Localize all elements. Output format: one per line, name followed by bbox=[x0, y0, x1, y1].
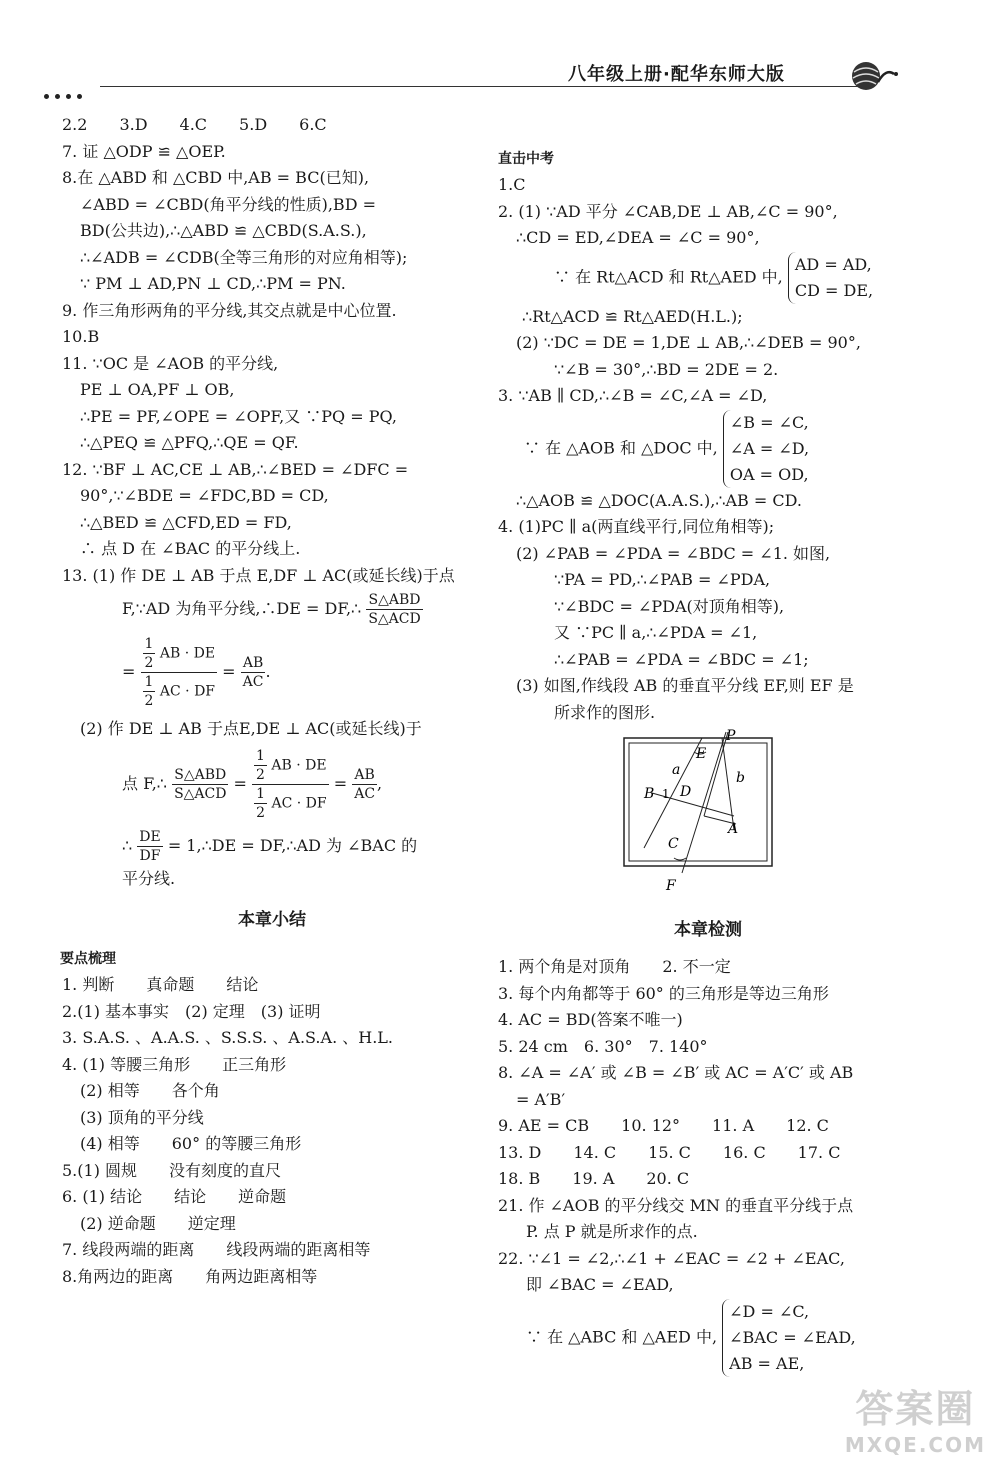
half-fraction bbox=[254, 785, 267, 822]
ratio-fraction bbox=[352, 766, 377, 803]
area-fraction bbox=[366, 591, 422, 628]
condition: ∠D = ∠C, bbox=[729, 1301, 810, 1321]
summary-line: 6. (1) 结论 结论 逆命题 bbox=[62, 1187, 287, 1206]
right-column bbox=[498, 140, 918, 1377]
header-dots bbox=[44, 84, 88, 103]
answer-line: 平分线. bbox=[122, 868, 176, 888]
header-rule bbox=[100, 86, 860, 87]
answer-line: 2. (1) ∵AD 平分 ∠CAB,DE ⊥ AB,∠C = 90°, bbox=[498, 201, 838, 221]
half-fraction bbox=[143, 635, 156, 672]
summary-line: 3. S.A.S. 、A.A.S. 、S.S.S. 、A.S.A. 、H.L. bbox=[62, 1028, 393, 1047]
big-fraction bbox=[252, 747, 329, 822]
answer-line: (2) ∵DC = DE = 1,DE ⊥ AB,∴∠DEB = 90°, bbox=[516, 333, 861, 352]
test-line: 4. AC = BD(答案不唯一) bbox=[498, 1010, 683, 1029]
fraction-denominator bbox=[252, 785, 329, 822]
answer-line: (2) 作 DE ⊥ AB 于点E,DE ⊥ AC(或延长线)于 bbox=[80, 719, 422, 738]
label-b: B bbox=[644, 786, 655, 802]
label-c: C bbox=[668, 836, 679, 852]
condition: ∠BAC = ∠EAD, bbox=[729, 1327, 856, 1347]
product-text: AB · DE bbox=[271, 757, 327, 773]
subsection-title: 要点梳理 bbox=[60, 951, 116, 967]
summary-line: 1. 判断 真命题 结论 bbox=[62, 975, 259, 994]
answer-line: 13. (1) 作 DE ⊥ AB 于点 E,DF ⊥ AC(或延长线)于点 bbox=[62, 565, 455, 585]
answer-text: = 1,∴DE = DF,∴AD 为 ∠BAC 的 bbox=[167, 835, 418, 855]
answer-line: ∴△BED ≌ △CFD,ED = FD, bbox=[80, 512, 292, 532]
answer-line: 3. ∵AB ∥ CD,∴∠B = ∠C,∠A = ∠D, bbox=[498, 386, 768, 405]
watermark-url: MXQE.COM bbox=[844, 1433, 986, 1457]
summary-line: (4) 相等 60° 的等腰三角形 bbox=[80, 1134, 302, 1153]
fraction-denominator: S△ACD bbox=[368, 611, 421, 627]
answer-line: ∴ 点 D 在 ∠BAC 的平分线上. bbox=[80, 539, 301, 558]
test-line bbox=[498, 1299, 918, 1377]
answer-line: ∵∠BDC = ∠PDA(对顶角相等), bbox=[554, 596, 785, 616]
answer-line: 11. ∵OC 是 ∠AOB 的平分线, bbox=[62, 353, 279, 373]
test-line: P. 点 P 就是所求作的点. bbox=[526, 1222, 698, 1241]
fraction-denominator: DF bbox=[139, 847, 161, 864]
left-column bbox=[62, 112, 482, 1290]
test-line: 9. AE = CB 10. 12° 11. A 12. C bbox=[498, 1116, 829, 1135]
geometry-figure bbox=[624, 728, 918, 902]
fraction-denominator: 2 bbox=[144, 655, 154, 671]
area-fraction bbox=[172, 766, 228, 803]
answer-line: PE ⊥ OA,PF ⊥ OB, bbox=[80, 380, 235, 399]
fraction-numerator: 1 bbox=[144, 674, 154, 690]
answer-line: 又 ∵PC ∥ a,∴∠PDA = ∠1, bbox=[554, 623, 758, 642]
label-d: D bbox=[680, 784, 692, 800]
answer-line: ∠ABD = ∠CBD(角平分线的性质),BD = bbox=[80, 194, 377, 214]
fraction-numerator: 1 bbox=[256, 785, 265, 802]
summary-line: (2) 相等 各个角 bbox=[80, 1081, 220, 1100]
ratio-fraction bbox=[241, 654, 266, 691]
fraction-numerator: DE bbox=[139, 828, 161, 845]
summary-line: (2) 逆命题 逆定理 bbox=[80, 1213, 236, 1233]
answer-line: 7. 证 △ODP ≌ △OEP. bbox=[62, 141, 226, 161]
answer-text: ∵ 在 △ABC 和 △AED 中, bbox=[526, 1327, 718, 1346]
summary-line: 5.(1) 圆规 没有刻度的直尺 bbox=[62, 1160, 282, 1180]
answer-line: 10.B bbox=[62, 327, 100, 346]
condition-brace bbox=[788, 252, 873, 304]
answer-text: ∵ 在 Rt△ACD 和 Rt△AED 中, bbox=[554, 267, 783, 286]
test-line: 22. ∵∠1 = ∠2,∴∠1 + ∠EAC = ∠2 + ∠EAC, bbox=[498, 1248, 845, 1268]
half-fraction bbox=[143, 673, 156, 710]
condition-brace bbox=[722, 1299, 856, 1377]
answer-line bbox=[498, 410, 918, 488]
watermark bbox=[845, 1378, 986, 1457]
answer-line: ∴Rt△ACD ≌ Rt△AED(H.L.); bbox=[522, 306, 743, 326]
fraction-numerator: S△ABD bbox=[172, 766, 228, 785]
condition: AB = AE, bbox=[729, 1353, 805, 1373]
label-angle-1: 1 bbox=[662, 787, 670, 801]
label-f: F bbox=[666, 878, 676, 894]
label-e: E bbox=[696, 746, 707, 762]
summary-line: 7. 线段两端的距离 线段两端的距离相等 bbox=[62, 1240, 371, 1259]
answer-line: 90°,∵∠BDE = ∠FDC,BD = CD, bbox=[80, 486, 329, 505]
page-header-title: 八年级上册·配华东师大版 bbox=[568, 64, 785, 85]
fraction-denominator: S△ACD bbox=[174, 785, 227, 802]
answer-text: ∵ 在 △AOB 和 △DOC 中, bbox=[524, 438, 718, 457]
answer-line bbox=[62, 589, 482, 629]
answer-line: ∴PE = PF,∠OPE = ∠OPF,又 ∵PQ = PQ, bbox=[80, 406, 397, 426]
label-p: P bbox=[726, 728, 736, 744]
test-line: 18. B 19. A 20. C bbox=[498, 1169, 690, 1188]
test-line: = A′B′ bbox=[516, 1089, 566, 1109]
product-text: AC · DF bbox=[271, 795, 327, 811]
fraction-denominator: 2 bbox=[256, 804, 265, 821]
fraction-numerator: AB bbox=[352, 766, 377, 785]
answer-line: 所求作的图形. bbox=[554, 702, 656, 722]
half-fraction bbox=[254, 747, 267, 784]
fraction-numerator bbox=[252, 747, 329, 785]
fraction-numerator: 1 bbox=[256, 747, 265, 764]
summary-line: 2.(1) 基本事实 (2) 定理 (3) 证明 bbox=[62, 1001, 321, 1021]
fraction-denominator: 2 bbox=[256, 766, 265, 783]
answer-line: 1.C bbox=[498, 175, 526, 194]
summary-line: (3) 顶角的平分线 bbox=[80, 1107, 204, 1127]
big-fraction bbox=[141, 635, 218, 710]
answer-line: ∵∠B = 30°,∴BD = 2DE = 2. bbox=[554, 359, 779, 379]
test-line: 13. D 14. C 15. C 16. C 17. C bbox=[498, 1142, 841, 1162]
answer-line: ∴CD = ED,∠DEA = ∠C = 90°, bbox=[516, 228, 760, 247]
test-line: 1. 两个角是对顶角 2. 不一定 bbox=[498, 957, 731, 976]
fraction-numerator: S△ABD bbox=[366, 591, 422, 610]
watermark-text: 答案圈 bbox=[855, 1387, 976, 1431]
fraction-numerator bbox=[141, 635, 218, 673]
test-line: 即 ∠BAC = ∠EAD, bbox=[526, 1275, 674, 1294]
formula-row: = $\frac{1}{2}$ AB · DE $\frac{1}{2}$ AC · DF = $\frac{AB}{AC}$ . bbox=[122, 636, 271, 709]
answer-line: ∵ PM ⊥ AD,PN ⊥ CD,∴PM = PN. bbox=[80, 274, 346, 293]
answer-line: ∵PA = PD,∴∠PAB = ∠PDA, bbox=[554, 570, 771, 589]
fraction-denominator bbox=[141, 673, 218, 710]
condition: AD = AD, bbox=[794, 254, 872, 274]
test-line: 21. 作 ∠AOB 的平分线交 MN 的垂直平分线于点 bbox=[498, 1195, 854, 1215]
label-a-line: a bbox=[672, 762, 681, 778]
answer-line: 8.在 △ABD 和 △CBD 中,AB = BC(已知), bbox=[62, 168, 370, 187]
fraction-denominator: 2 bbox=[144, 693, 154, 709]
section-title: 本章检测 bbox=[674, 920, 742, 940]
summary-line: 8.角两边的距离 角两边距离相等 bbox=[62, 1266, 318, 1286]
globe-logo-icon bbox=[848, 60, 900, 96]
section-title: 本章小结 bbox=[238, 910, 306, 930]
answer-line: 2.2 3.D 4.C 5.D 6.C bbox=[62, 115, 327, 134]
answer-line: ∴△PEQ ≌ △PFQ,∴QE = QF. bbox=[80, 433, 299, 452]
condition: ∠A = ∠D, bbox=[729, 438, 810, 458]
answer-line: ∴△AOB ≌ △DOC(A.A.S.),∴AB = CD. bbox=[516, 490, 802, 510]
answer-line: 9. 作三角形两角的平分线,其交点就是中心位置. bbox=[62, 300, 397, 320]
summary-line: 4. (1) 等腰三角形 正三角形 bbox=[62, 1054, 287, 1074]
test-line: 5. 24 cm 6. 30° 7. 140° bbox=[498, 1036, 708, 1056]
condition: CD = DE, bbox=[794, 280, 874, 300]
test-line: 3. 每个内角都等于 60° 的三角形是等边三角形 bbox=[498, 983, 829, 1003]
line-b bbox=[722, 738, 734, 830]
product-text: AC · DF bbox=[159, 683, 216, 700]
de-df-fraction bbox=[137, 828, 162, 865]
answer-line: ∴∠ADB = ∠CDB(全等三角形的对应角相等); bbox=[80, 247, 408, 267]
label-b-line: b bbox=[736, 770, 745, 786]
answer-line: 12. ∵BF ⊥ AC,CE ⊥ AB,∴∠BED = ∠DFC = bbox=[62, 459, 409, 479]
answer-line: (2) ∠PAB = ∠PDA = ∠BDC = ∠1. 如图, bbox=[516, 543, 831, 563]
line-pd bbox=[704, 732, 728, 816]
answer-text: 点 F,∴ bbox=[122, 773, 167, 793]
answer-line bbox=[498, 252, 918, 304]
product-text: AB · DE bbox=[159, 645, 216, 662]
test-line: 8. ∠A = ∠A′ 或 ∠B = ∠B′ 或 AC = A′C′ 或 AB bbox=[498, 1063, 854, 1082]
answer-text: F,∵AD 为角平分线,∴DE = DF,∴ bbox=[122, 599, 362, 618]
formula-row: 点 F,∴ $\frac{\text{S△ABD}}{\text{S△ACD}}$ = $\frac{1}{2}$ AB · DE $\frac{1}{2}$ AC · DF = $\frac{AB}{AC}$ , bbox=[122, 747, 383, 821]
label-a: A bbox=[728, 821, 739, 837]
condition: OA = OD, bbox=[729, 464, 809, 484]
answer-line: (3) 如图,作线段 AB 的垂直平分线 EF,则 EF 是 bbox=[516, 676, 854, 695]
answer-line: ∴∠PAB = ∠PDA = ∠BDC = ∠1; bbox=[554, 649, 809, 669]
subsection-title: 直击中考 bbox=[498, 151, 554, 167]
fraction-denominator: AC bbox=[354, 785, 376, 802]
formula-row: ∴ $\frac{DE}{DF}$ = 1,∴DE = DF,∴AD 为 ∠BAC 的 bbox=[122, 828, 418, 864]
fraction-numerator: 1 bbox=[144, 636, 154, 652]
fraction-denominator: AC bbox=[242, 674, 264, 690]
answer-line: 4. (1)PC ∥ a(两直线平行,同位角相等); bbox=[498, 517, 775, 536]
condition-brace bbox=[723, 410, 809, 488]
fraction-numerator: AB bbox=[241, 654, 266, 673]
answer-line: BD(公共边),∴△ABD ≌ △CBD(S.A.S.), bbox=[80, 221, 367, 240]
condition: ∠B = ∠C, bbox=[729, 412, 809, 432]
